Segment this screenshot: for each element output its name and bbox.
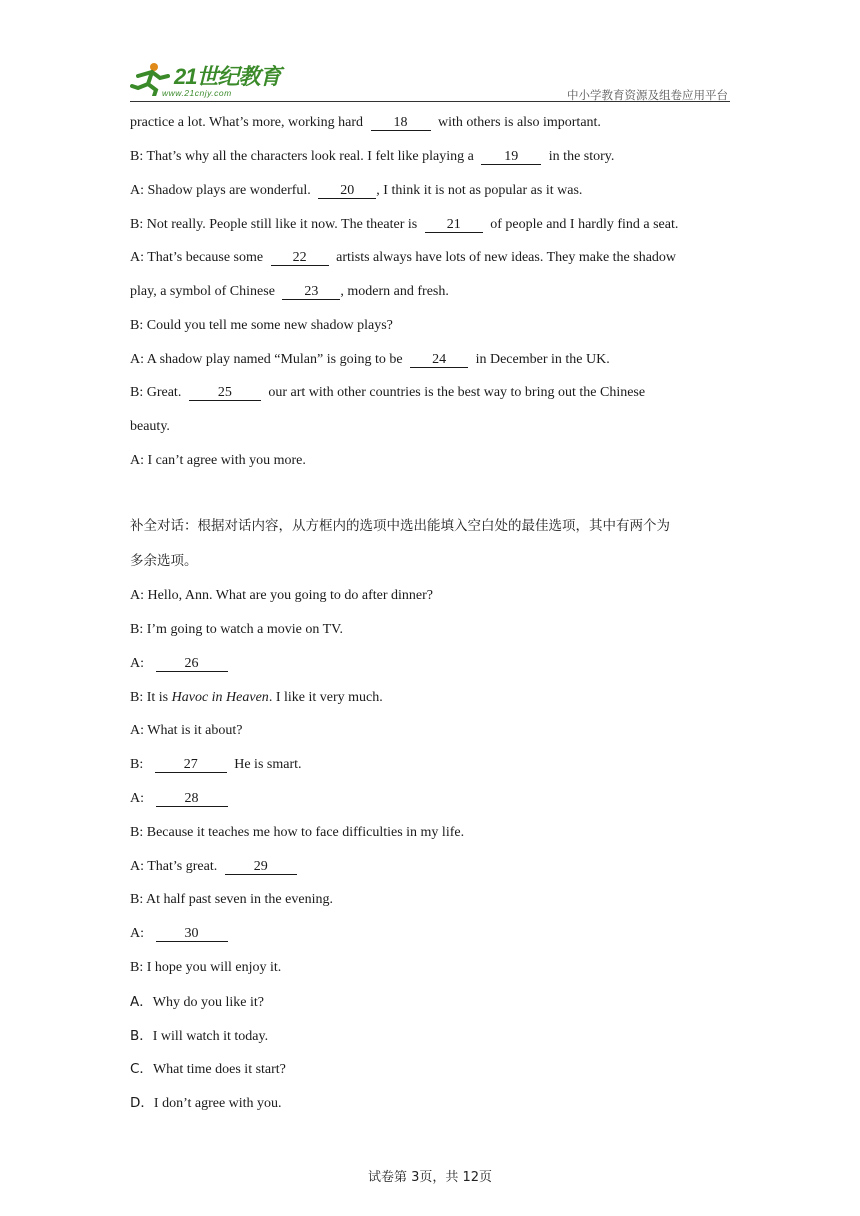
- option-letter: A．: [130, 994, 153, 1010]
- page-header: [130, 62, 730, 102]
- line-text: play, a symbol of Chinese: [130, 284, 275, 299]
- line-text: A: A shadow play named “Mulan” is going to be: [130, 352, 403, 367]
- line-text: practice a lot. What’s more, working hard: [130, 115, 363, 130]
- option-letter: B．: [130, 1028, 153, 1044]
- dialogue-line: A: Hello, Ann. What are you going to do after dinner?: [130, 588, 433, 603]
- answer-blank: 21: [425, 218, 483, 233]
- answer-blank: 24: [410, 353, 468, 368]
- dialogue-line: [130, 790, 232, 808]
- page-footer: 试卷第 3页，共 12页: [367, 1170, 493, 1185]
- line-text: A: That’s great.: [130, 859, 218, 874]
- dialogue-line: [130, 283, 449, 301]
- dialogue-line: [130, 756, 302, 774]
- answer-blank: 30: [156, 927, 228, 942]
- option-b: [130, 1027, 268, 1046]
- line-text: B: Great.: [130, 385, 182, 400]
- section-instruction: 补全对话：根据对话内容，从方框内的选项中选出能填入空白处的最佳选项，其中有两个为: [130, 518, 670, 534]
- answer-blank: 28: [156, 792, 228, 807]
- line-text: , I think it is not as popular as it was.: [376, 183, 583, 198]
- line-text: A:: [130, 656, 144, 671]
- dialogue-line: [130, 689, 383, 707]
- dialogue-line: A: I can’t agree with you more.: [130, 453, 306, 468]
- logo-url: www.21cnjy.com: [162, 88, 232, 98]
- dialogue-line: B: I hope you will enjoy it.: [130, 960, 282, 975]
- line-text: with others is also important.: [438, 115, 601, 130]
- section-instruction: 多余选项。: [130, 553, 198, 569]
- dialogue-line: B: Could you tell me some new shadow plays?: [130, 318, 393, 333]
- dialogue-line: [130, 858, 301, 876]
- option-d: [130, 1094, 282, 1113]
- line-text: in December in the UK.: [475, 352, 610, 367]
- dialogue-line: beauty.: [130, 419, 170, 434]
- dialogue-line: [130, 114, 601, 132]
- dialogue-line: [130, 351, 610, 369]
- answer-blank: 22: [271, 251, 329, 266]
- line-text: our art with other countries is the best way to bring out the Chinese: [268, 385, 646, 400]
- line-text: A:: [130, 926, 144, 941]
- logo: [130, 62, 290, 102]
- line-text: A: That’s because some: [130, 250, 264, 265]
- option-text: I don’t agree with you.: [153, 1096, 282, 1111]
- line-text: B: That’s why all the characters look real. I felt like playing a: [130, 149, 474, 164]
- option-text: Why do you like it?: [152, 995, 264, 1010]
- header-tagline: 中小学教育资源及组卷应用平台: [567, 88, 728, 102]
- line-text: of people and I hardly find a seat.: [490, 217, 679, 232]
- answer-blank: 27: [155, 758, 227, 773]
- line-text: A: Shadow plays are wonderful.: [130, 183, 311, 198]
- dialogue-line: A: What is it about?: [130, 723, 243, 738]
- line-text: . I like it very much.: [268, 690, 383, 705]
- option-text: I will watch it today.: [152, 1029, 269, 1044]
- dialogue-line: [130, 249, 676, 267]
- option-c: [130, 1060, 286, 1079]
- answer-blank: 23: [282, 285, 340, 300]
- line-text: , modern and fresh.: [340, 284, 449, 299]
- dialogue-line: [130, 655, 232, 673]
- movie-title: Havoc in Heaven: [171, 690, 269, 705]
- dialogue-line: B: I’m going to watch a movie on TV.: [130, 622, 343, 637]
- option-letter: C．: [130, 1061, 153, 1077]
- dialogue-line: [130, 384, 645, 402]
- line-text: artists always have lots of new ideas. They make the shadow: [336, 250, 677, 265]
- line-text: He is smart.: [234, 757, 302, 772]
- answer-blank: 18: [371, 116, 431, 131]
- dialogue-line: [130, 148, 614, 166]
- line-text: B: Not really. People still like it now. The theater is: [130, 217, 418, 232]
- line-text: B: It is: [130, 690, 169, 705]
- option-a: [130, 993, 264, 1012]
- dialogue-line: B: At half past seven in the evening.: [130, 892, 333, 907]
- answer-blank: 26: [156, 657, 228, 672]
- answer-blank: 20: [318, 184, 376, 199]
- line-text: in the story.: [548, 149, 615, 164]
- line-text: B:: [130, 757, 144, 772]
- option-letter: D．: [130, 1095, 154, 1111]
- dialogue-line: B: Because it teaches me how to face difficulties in my life.: [130, 825, 465, 840]
- answer-blank: 19: [481, 150, 541, 165]
- dialogue-line: [130, 216, 678, 234]
- header-divider: [130, 101, 730, 102]
- dialogue-line: [130, 182, 582, 200]
- answer-blank: 29: [225, 860, 297, 875]
- option-text: What time does it start?: [152, 1062, 286, 1077]
- logo-text: 21世纪教育: [174, 64, 281, 89]
- line-text: A:: [130, 791, 144, 806]
- dialogue-line: [130, 925, 232, 943]
- answer-blank: 25: [189, 386, 261, 401]
